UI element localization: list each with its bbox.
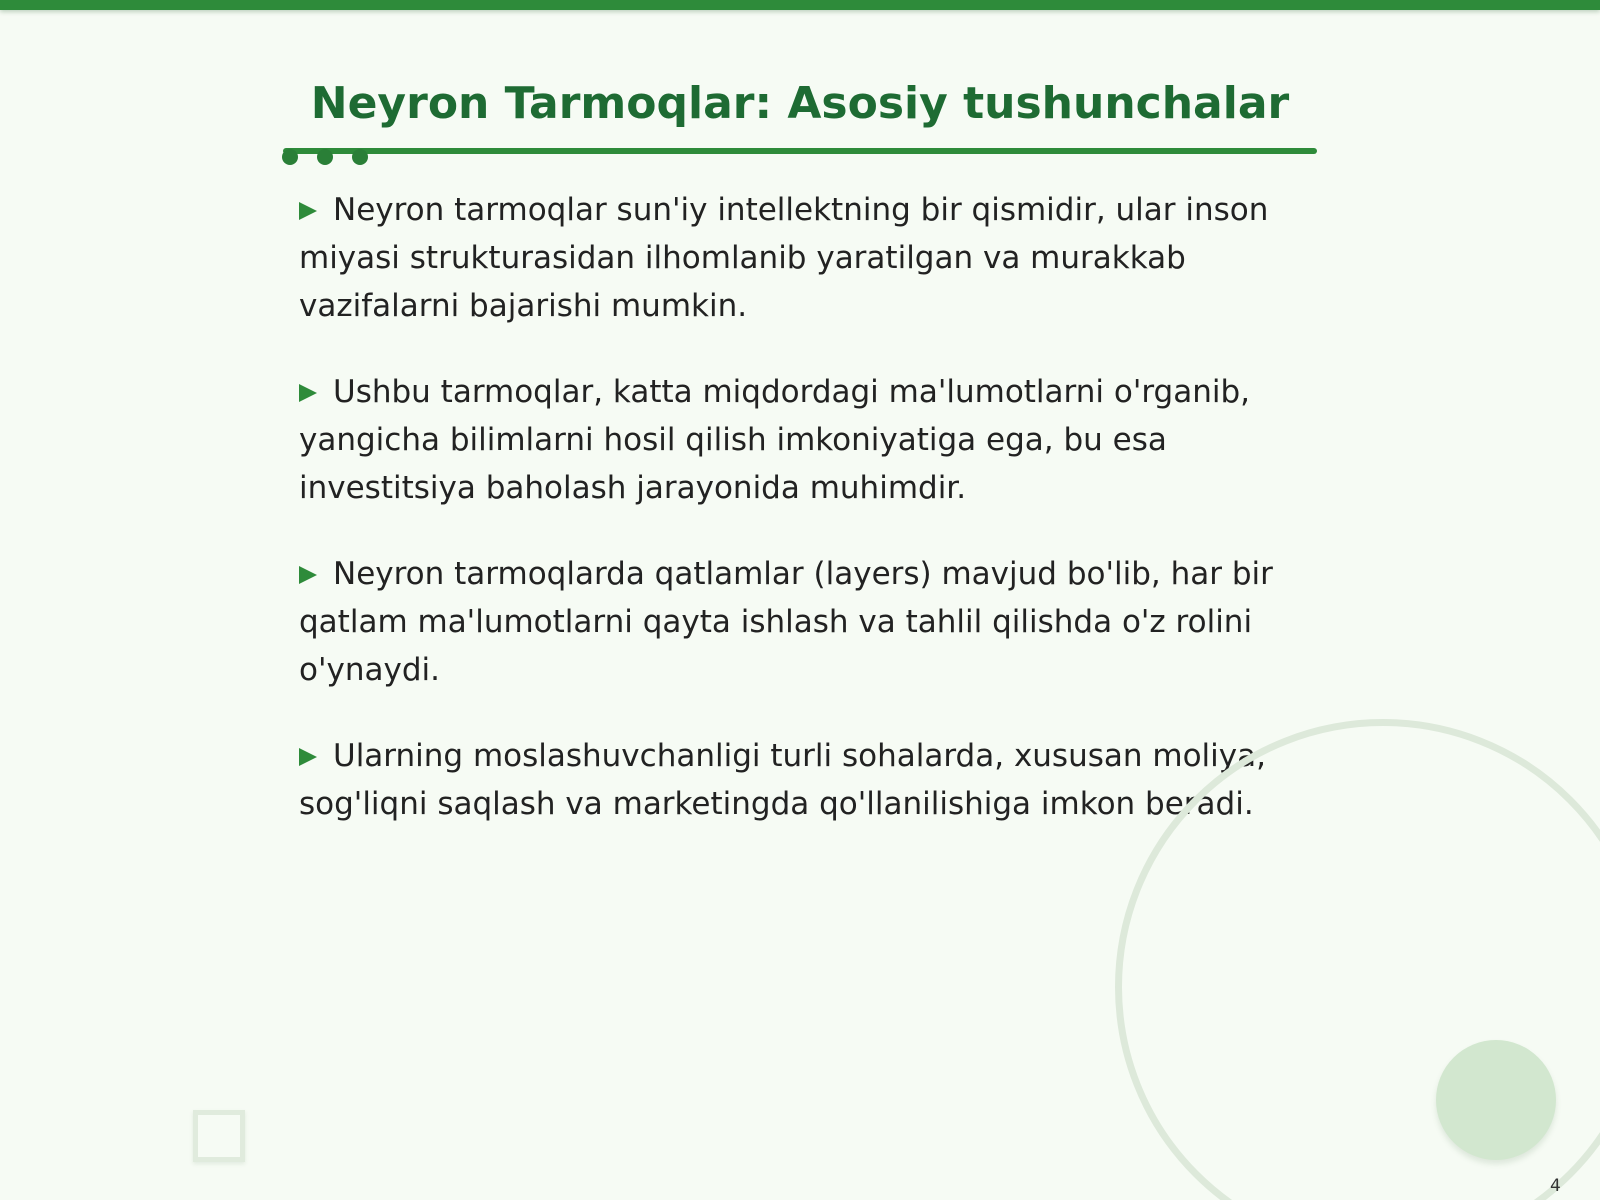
bullet-item bbox=[299, 732, 1319, 828]
page-number: 4 bbox=[1550, 1176, 1561, 1196]
decorative-square bbox=[193, 1110, 245, 1162]
bullet-item bbox=[299, 550, 1319, 694]
slide-title: Neyron Tarmoqlar: Asosiy tushunchalar bbox=[310, 78, 1290, 129]
decorative-dot bbox=[282, 149, 298, 165]
triangle-right-icon bbox=[299, 748, 317, 766]
top-accent-bar bbox=[0, 0, 1600, 10]
triangle-right-icon bbox=[299, 202, 317, 220]
bullet-text: Neyron tarmoqlarda qatlamlar (layers) mavjud bo'lib, har bir qatlam ma'lumotlarni qayta ishlash va tahlil qilishda o'z rolini o'ynaydi. bbox=[299, 556, 1273, 688]
bullet-list bbox=[299, 186, 1319, 866]
triangle-right-icon bbox=[299, 566, 317, 584]
bullet-item bbox=[299, 368, 1319, 512]
bullet-text: Ushbu tarmoqlar, katta miqdordagi ma'lumotlarni o'rganib, yangicha bilimlarni hosil qilish imkoniyatiga ega, bu esa investitsiya baholash jarayonida muhimdir. bbox=[299, 374, 1251, 506]
title-underline bbox=[283, 148, 1317, 154]
bullet-item bbox=[299, 186, 1319, 330]
decorative-dot bbox=[352, 149, 368, 165]
bullet-text: Neyron tarmoqlar sun'iy intellektning bir qismidir, ular inson miyasi strukturasidan ilhomlanib yaratilgan va murakkab vazifalarni bajarishi mumkin. bbox=[299, 192, 1269, 324]
decorative-circle bbox=[1436, 1040, 1556, 1160]
bullet-text: Ularning moslashuvchanligi turli sohalarda, xususan moliya, sog'liqni saqlash va marketingda qo'llanilishiga imkon beradi. bbox=[299, 738, 1266, 822]
triangle-right-icon bbox=[299, 384, 317, 402]
decorative-dot bbox=[317, 149, 333, 165]
